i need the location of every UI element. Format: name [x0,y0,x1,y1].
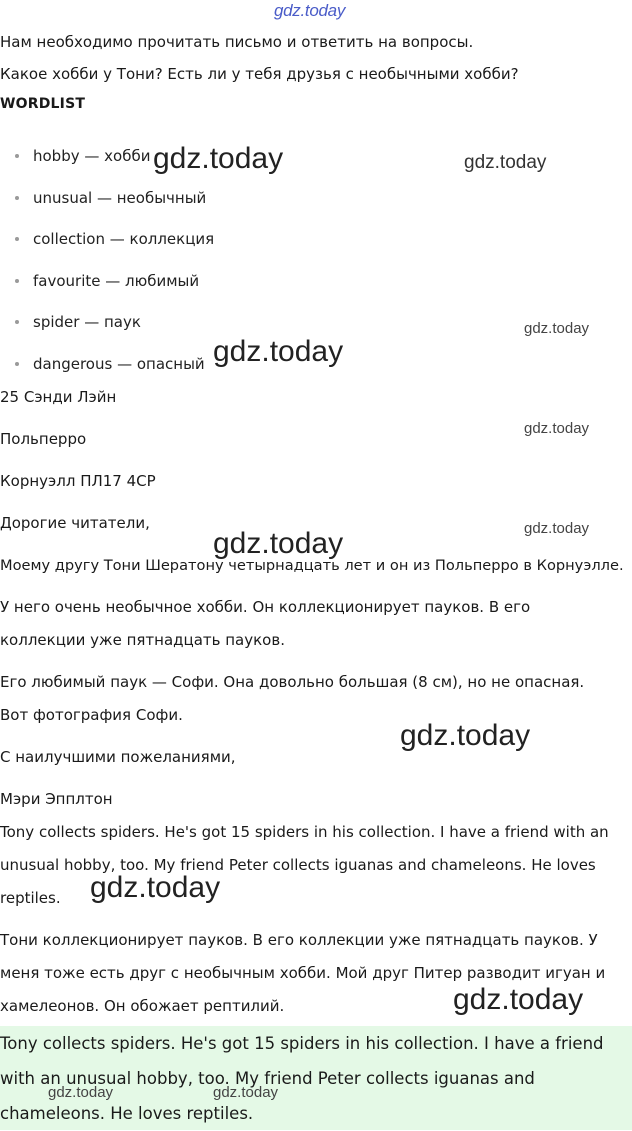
list-item: unusual — необычный [0,180,214,222]
letter-address-line-1: 25 Сэнди Лэйн [0,388,117,406]
intro-line-1: Нам необходимо прочитать письмо и ответить на вопросы. [0,33,474,51]
bullet-icon [15,362,19,366]
letter-closing: С наилучшими пожеланиями, [0,748,236,766]
letter-paragraph-1: Моему другу Тони Шератону четырнадцать лет и он из Польперро в Корнуэлле. [0,557,624,574]
list-item: hobby — хобби [0,138,214,180]
bullet-icon [15,237,19,241]
answer-english: Tony collects spiders. He's got 15 spiders in his collection. I have a friend with an unusual hobby, too. My friend Peter collects iguanas and chameleons. He loves reptiles. [0,823,609,907]
letter-paragraph-3: Его любимый паук — Софи. Она довольно большая (8 см), но не опасная. Вот фотография Софи. [0,673,585,724]
bullet-icon [15,320,19,324]
letter-paragraph-2: У него очень необычное хобби. Он коллекционирует пауков. В его коллекции уже пятнадцать пауков. [0,598,531,649]
letter-greeting: Дорогие читатели, [0,514,150,532]
watermark: gdz.today [400,719,531,752]
watermark: gdz.today [213,527,344,560]
bullet-icon [15,196,19,200]
watermark: gdz.today [464,152,547,173]
watermark: gdz.today [48,1084,114,1101]
bullet-icon [15,279,19,283]
watermark: gdz.today [90,871,221,904]
intro-line-2: Какое хобби у Тони? Есть ли у тебя друзья с необычными хобби? [0,65,519,83]
letter-address-line-3: Корнуэлл ПЛ17 4СР [0,472,156,490]
watermark: gdz.today [453,983,584,1016]
letter-address-line-2: Польперро [0,430,87,448]
watermark: gdz.today [524,420,590,437]
letter-signature: Мэри Эпплтон [0,790,113,808]
list-item: dangerous — опасный [0,346,214,388]
list-item: collection — коллекция [0,221,214,263]
watermark-top: gdz.today [274,1,346,20]
bullet-icon [15,154,19,158]
answer-box [0,1026,632,1130]
watermark: gdz.today [213,335,344,368]
watermark: gdz.today [213,1084,279,1101]
watermark: gdz.today [153,142,284,175]
wordlist-heading: WORDLIST [0,96,86,112]
answer-russian: Тони коллекционирует пауков. В его коллекции уже пятнадцать пауков. У меня тоже есть друг с необычным хобби. Мой друг Питер разводит игуан и хамелеонов. Он обожает рептилий. [0,931,606,1015]
watermark: gdz.today [524,520,590,537]
watermark: gdz.today [524,320,590,337]
answer-box-text: Tony collects spiders. He's got 15 spiders in his collection. I have a friend with an unusual hobby, too. My friend Peter collects iguanas and chameleons. He loves reptiles. [0,1034,604,1123]
list-item: favourite — любимый [0,263,214,305]
list-item: spider — паук [0,304,214,346]
